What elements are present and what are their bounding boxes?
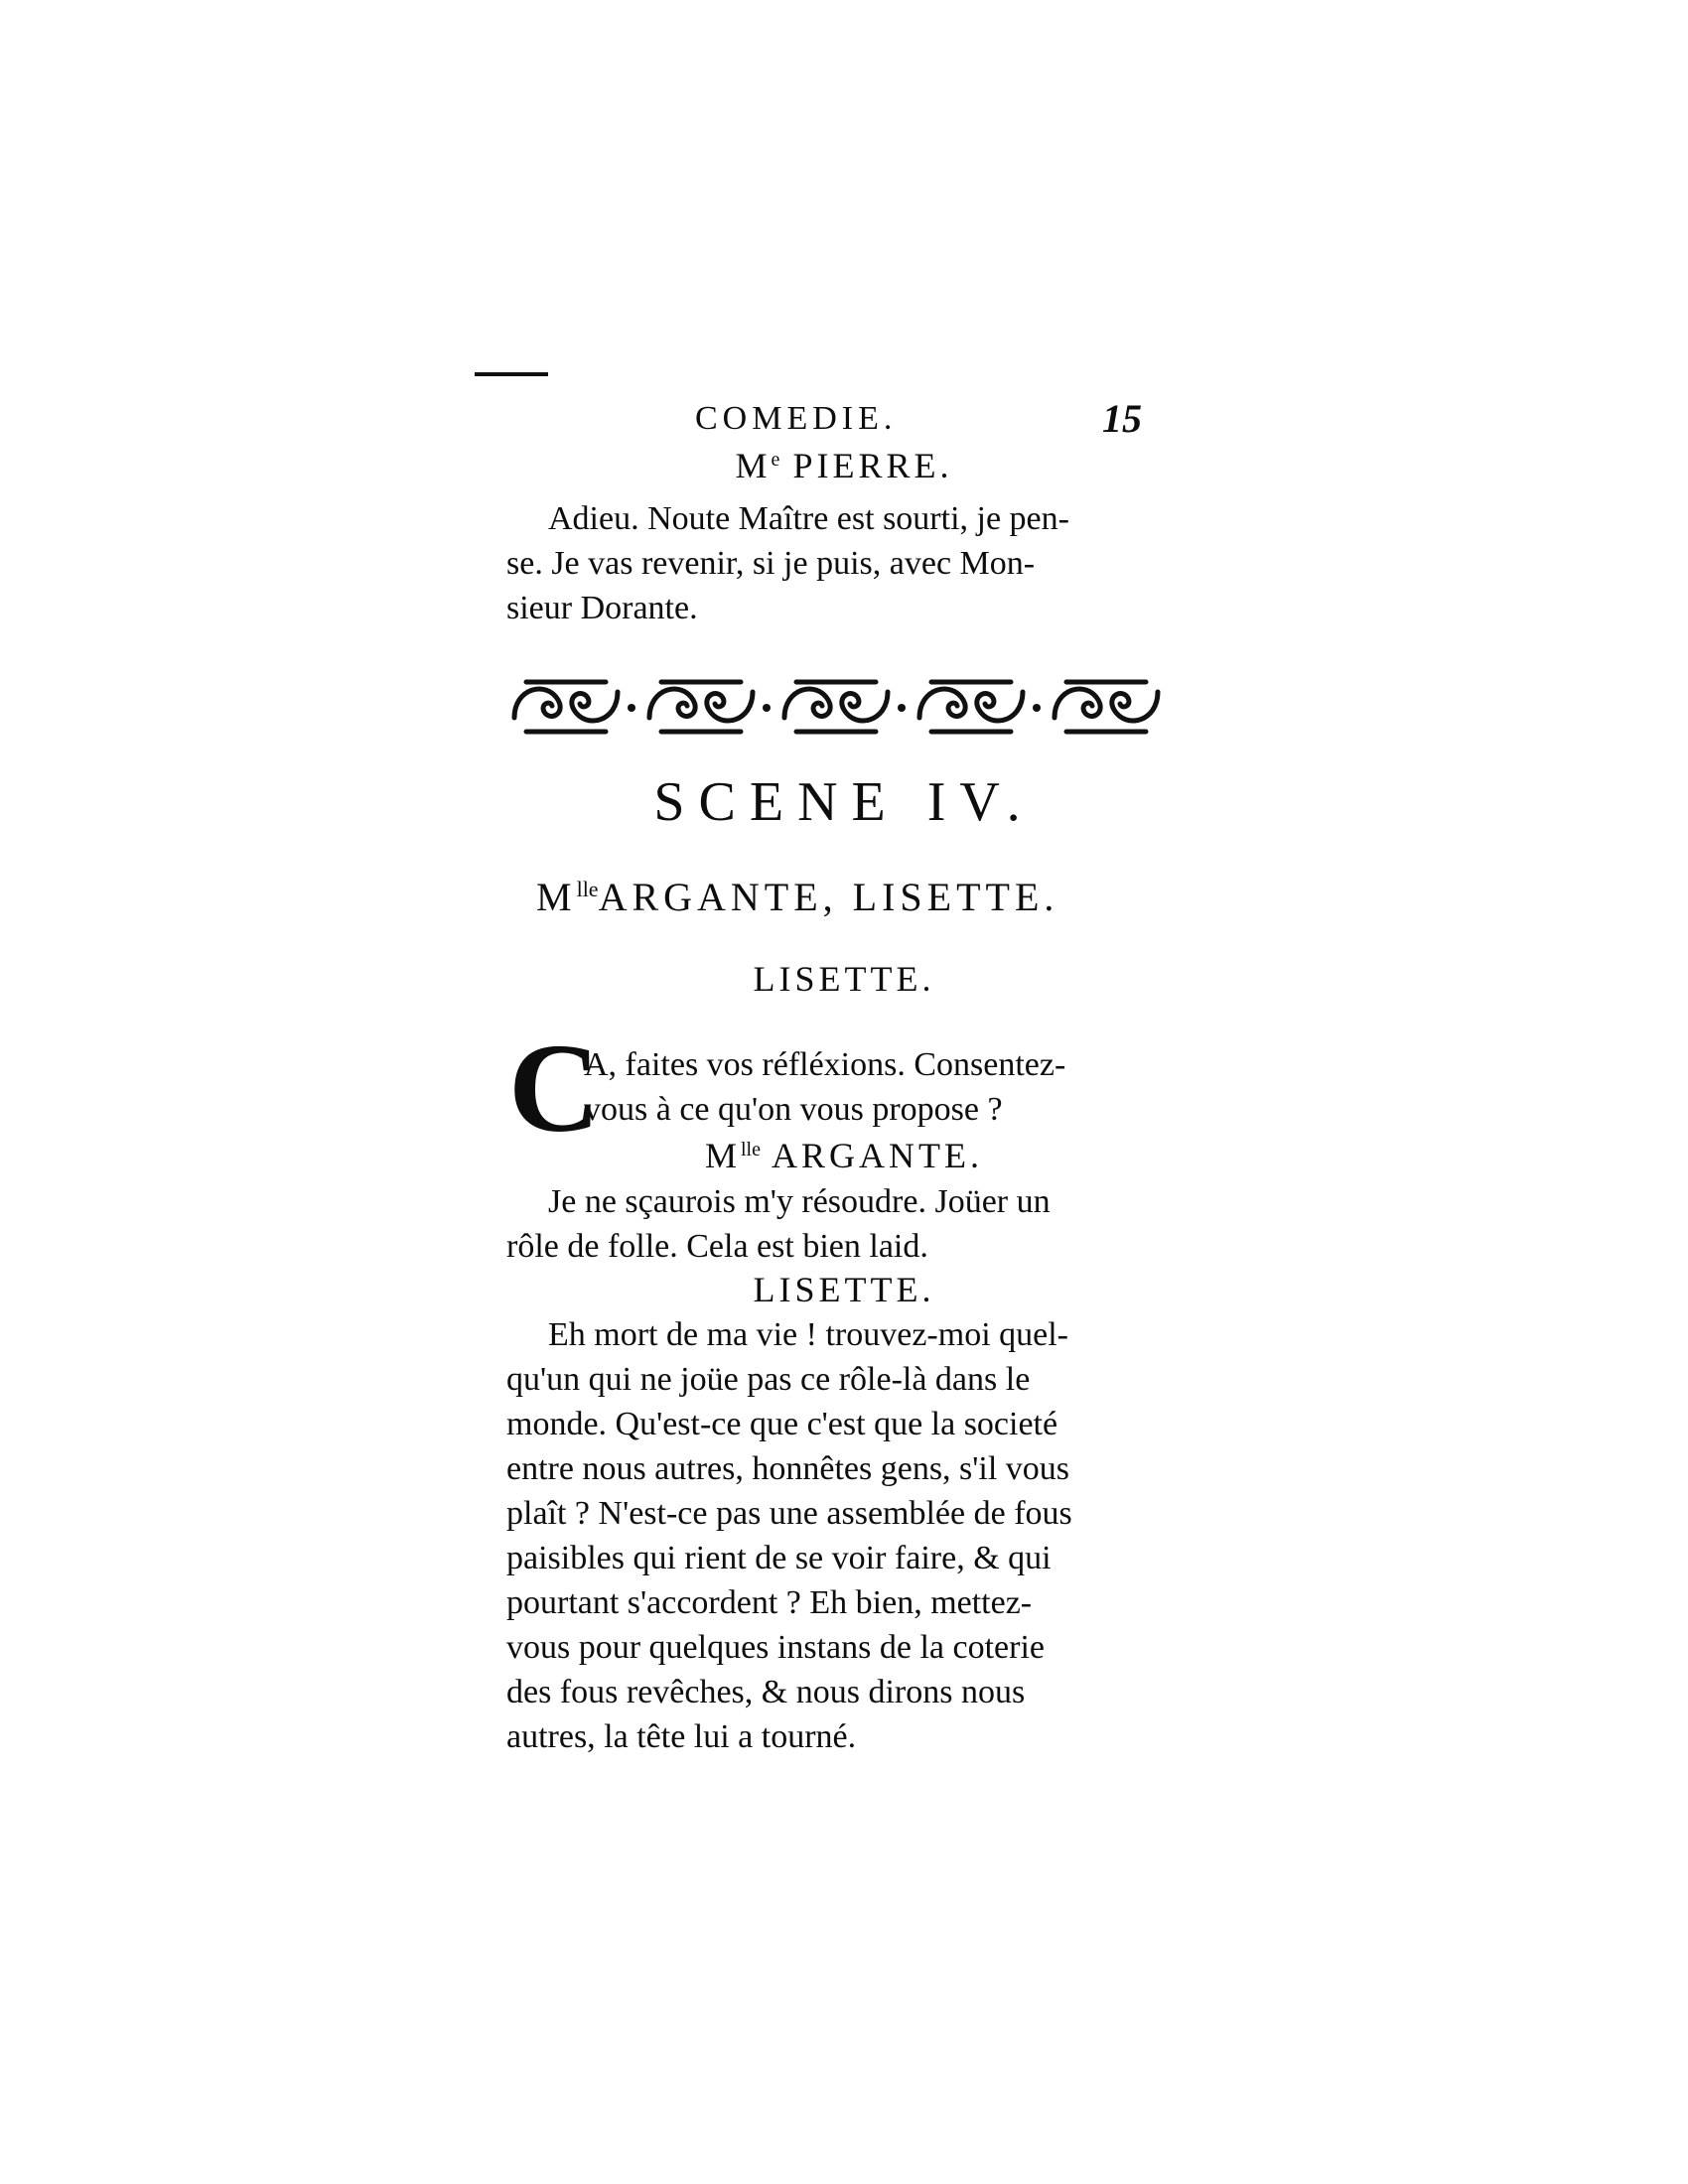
drop-cap: C [508, 1018, 601, 1159]
speech-line: des fous revêches, & nous dirons nous [506, 1674, 1026, 1710]
ornament-unit [649, 682, 753, 732]
running-head-title: COMEDIE. [695, 400, 898, 437]
speech-line: Adieu. Noute Maître est sourti, je pen- [548, 500, 1069, 537]
speaker-pierre: Me PIERRE. [735, 446, 953, 485]
top-rule [475, 372, 548, 376]
speaker-lisette: LISETTE. [753, 959, 935, 999]
speaker-argante: $M^{lle}$ ARGANTE. [704, 1136, 983, 1175]
speech-pierre [506, 496, 1157, 630]
speaker-lisette-2: LISETTE. [753, 1270, 935, 1309]
speech-line: vous pour quelques instans de la coterie [506, 1629, 1045, 1666]
speech-line: se. Je vas revenir, si je puis, avec Mon- [506, 545, 1036, 582]
speech-line: plaît ? N'est-ce pas une assemblée de fous [506, 1495, 1072, 1532]
scene-cast: $M^{lle}ARGANTE$, LISETTE. [536, 875, 1059, 919]
speech-line: rôle de folle. Cela est bien laid. [506, 1228, 928, 1265]
ornament-band [506, 660, 1162, 750]
running-head [695, 400, 953, 438]
ornament-unit [784, 682, 888, 732]
speech-line: qu'un qui ne joüe pas ce rôle-là dans le [506, 1361, 1031, 1398]
scene-title: SCENE IV. [653, 771, 1035, 833]
speech-line: A, faites vos réfléxions. Consentez- [584, 1046, 1066, 1083]
speech-lisette-1 [584, 1042, 1157, 1132]
speech-line: entre nous autres, honnêtes gens, s'il vous [506, 1450, 1070, 1487]
ornament-unit [1055, 682, 1158, 732]
speech-line: pourtant s'accordent ? Eh bien, mettez- [506, 1584, 1033, 1621]
speech-line: vous à ce qu'on vous propose ? [584, 1091, 1003, 1128]
speech-line: Eh mort de ma vie ! trouvez-moi quel- [548, 1316, 1068, 1353]
speech-line: Je ne sçaurois m'y résoudre. Joüer un [548, 1183, 1051, 1220]
speech-line: monde. Qu'est-ce que c'est que la societé [506, 1406, 1058, 1442]
speech-argante [506, 1179, 1157, 1269]
ornament-unit [514, 682, 618, 732]
speech-line: paisibles qui rient de se voir faire, & qui [506, 1540, 1052, 1576]
page-number: 15 [1102, 396, 1142, 441]
speech-line: sieur Dorante. [506, 590, 698, 626]
speech-lisette-2 [506, 1312, 1157, 1759]
speech-line: autres, la tête lui a tourné. [506, 1718, 857, 1755]
ornament-unit [919, 682, 1023, 732]
